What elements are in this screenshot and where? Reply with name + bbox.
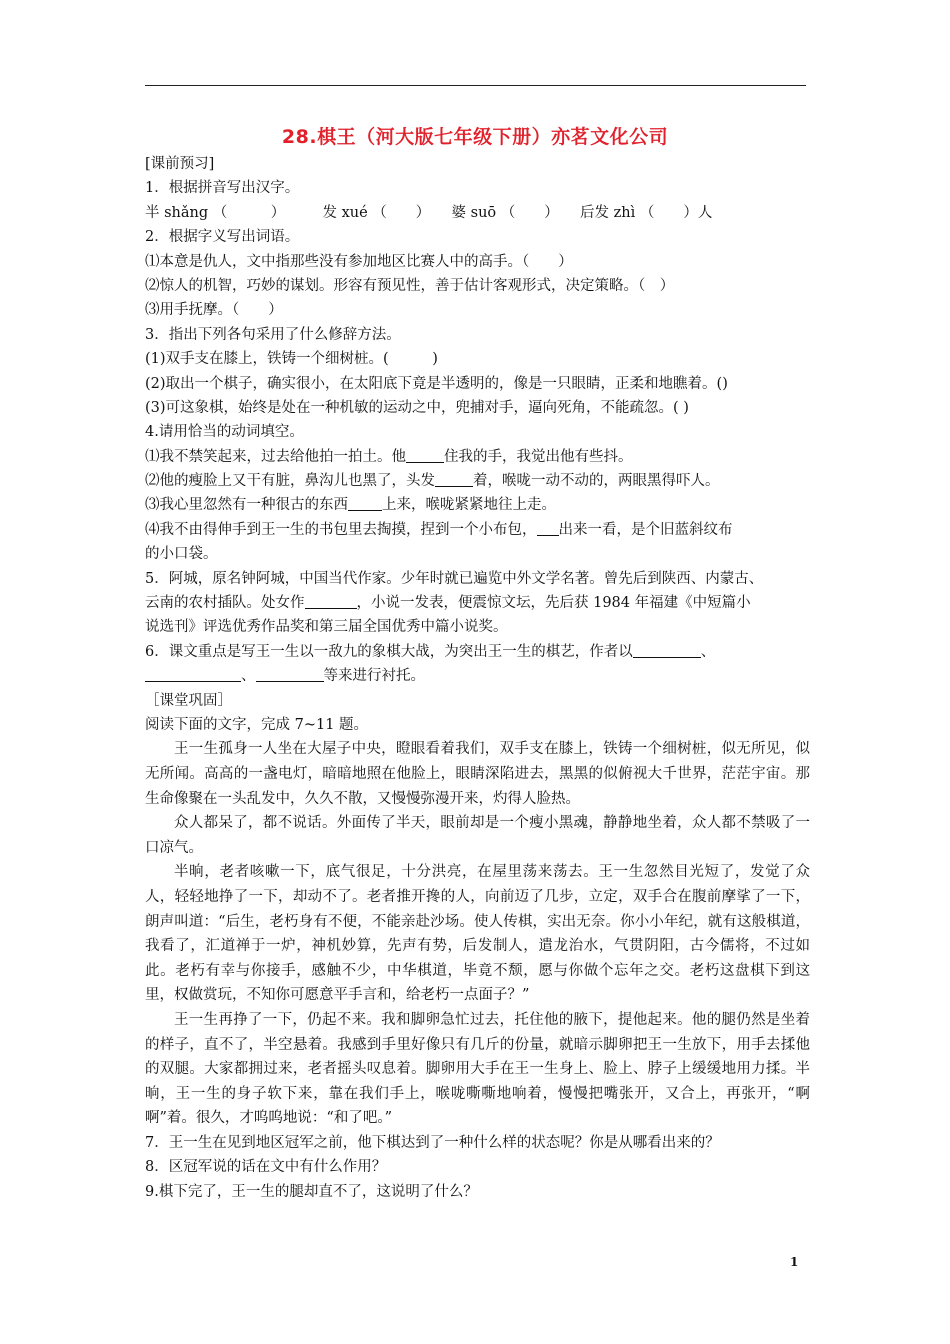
q2-item: ⑵惊人的机智，巧妙的谋划。形容有预见性，善于估计客观形式，决定策略。（ ） <box>145 277 675 294</box>
header-rule <box>145 85 806 86</box>
q5-line-2 <box>145 591 810 615</box>
q9: 9.棋下完了，王一生的腿却直不了，这说明了什么？ <box>145 1183 478 1200</box>
page-title: 28.棋王（河大版七年级下册）亦茗文化公司 <box>281 126 669 148</box>
page-number: 1 <box>790 1255 799 1269</box>
fill-blank[interactable] <box>633 642 701 658</box>
fill-blank[interactable] <box>537 520 559 536</box>
q8: 8．区冠军说的话在文中有什么作用？ <box>145 1159 387 1176</box>
q4-item-2 <box>145 469 810 493</box>
fill-blank[interactable] <box>305 593 357 609</box>
q4-item-4-cont: 的小口袋。 <box>145 546 218 563</box>
passage-paragraph: 王一生再挣了一下，仍起不来。我和脚卵急忙过去，托住他的腋下，提他起来。他的腿仍然是坐着的样子，直不了，半空悬着。我感到手里好像只有几斤的份量，就暗示脚卵把王一生放下，用手去揉他的双腿。大家都拥过来，老者摇头叹息着。脚卵用大手在王一生身上、脸上、脖子上缓缓地用力揉。半晌，王一生的身子软下来，靠在我们手上，喉咙嘶嘶地响着，慢慢把嘴张开，又合上，再张开，“啊啊”着。很久，才呜呜地说：“和了吧。” <box>145 1011 810 1127</box>
q4-text: 出来一看，是个旧蓝斜纹布 <box>558 521 733 538</box>
fill-blank[interactable] <box>406 447 444 463</box>
passage-paragraph: 众人都呆了，都不说话。外面传了半天，眼前却是一个瘦小黑魂，静静地坐着，众人都不禁吸了一口凉气。 <box>145 815 810 856</box>
q7: 7．王一生在见到地区冠军之前，他下棋达到了一种什么样的状态呢？你是从哪看出来的？ <box>145 1134 720 1151</box>
q4-text: 着，喉咙一动不动的，两眼黑得吓人。 <box>473 473 720 490</box>
q6-line-2 <box>145 664 810 688</box>
q6-text: 6．课文重点是写王一生以一敌九的象棋大战，为突出王一生的棋艺，作者以 <box>145 643 633 660</box>
q3-item: (1)双手支在膝上，铁铸一个细树桩。( ) <box>145 351 438 368</box>
q2-item: ⑶用手抚摩。（ ） <box>145 302 283 319</box>
q6-text: 、 <box>700 643 716 660</box>
fill-blank[interactable] <box>435 471 473 487</box>
q4-item-1 <box>145 445 810 469</box>
passage-paragraph: 王一生孤身一人坐在大屋子中央，瞪眼看着我们，双手支在膝上，铁铸一个细树桩，似无所见，似无所闻。高高的一盏电灯，暗暗地照在他脸上，眼睛深陷进去，黑黑的似俯视大千世界，茫茫宇宙。那生命像聚在一头乱发中，久久不散，又慢慢弥漫开来，灼得人脸热。 <box>145 741 810 807</box>
reading-intro: 阅读下面的文字，完成 7~11 题。 <box>145 716 369 733</box>
q4-text: ⑷我不由得伸手到王一生的书包里去掏摸，捏到一个小布包， <box>145 521 537 538</box>
q1-item: 婆 suō （ ） <box>451 204 559 221</box>
fill-blank[interactable] <box>145 666 241 682</box>
q5-line-3: 说选刊》评选优秀作品奖和第三届全国优秀中篇小说奖。 <box>145 619 508 636</box>
q1-item: 半 shǎng （ ） <box>145 204 286 221</box>
fill-blank[interactable] <box>348 495 382 511</box>
q4-item-4 <box>145 518 810 542</box>
q1-stem: 1．根据拼音写出汉字。 <box>145 180 300 197</box>
q4-text: ⑵他的瘦脸上又干有脏，鼻沟儿也黑了，头发 <box>145 473 435 490</box>
section-class-heading: ［课堂巩固］ <box>145 692 232 709</box>
q6-text: 等来进行衬托。 <box>323 668 425 685</box>
q1-items <box>145 201 810 225</box>
section-preview-heading: [课前预习] <box>145 156 215 172</box>
q4-item-3 <box>145 493 810 517</box>
q4-stem: 4.请用恰当的动词填空。 <box>145 424 304 441</box>
q4-text: 上来，喉咙紧紧地往上走。 <box>382 497 556 514</box>
q5-text: ，小说一发表，便震惊文坛，先后获 1984 年福建《中短篇小 <box>356 595 751 612</box>
q6-text: 、 <box>241 668 256 685</box>
q4-text: ⑴我不禁笑起来，过去给他拍一拍土。他 <box>145 448 406 465</box>
q6-line-1 <box>145 640 810 664</box>
q5-text: 云南的农村插队。处女作 <box>145 595 305 612</box>
q2-item: ⑴本意是仇人，文中指那些没有参加地区比赛人中的高手。（ ） <box>145 253 573 270</box>
q3-stem: 3．指出下列各句采用了什么修辞方法。 <box>145 326 401 343</box>
q4-text: 住我的手，我觉出他有些抖。 <box>444 448 633 465</box>
passage-paragraph: 半晌，老者咳嗽一下，底气很足，十分洪亮，在屋里荡来荡去。王一生忽然目光短了，发觉了众人，轻轻地挣了一下，却动不了。老者推开搀的人，向前迈了几步，立定，双手合在腹前摩挲了一下，朗声叫道：“后生，老朽身有不便，不能亲赴沙场。使人传棋，实出无奈。你小小年纪，就有这般棋道，我看了，汇道禅于一炉，神机妙算，先声有势，后发制人，遣龙治水，气贯阴阳，古今儒将，不过如此。老朽有幸与你接手，感触不少，中华棋道，毕竟不颓，愿与你做个忘年之交。老朽这盘棋下到这里，权做赏玩，不知你可愿意平手言和，给老朽一点面子？” <box>145 864 810 1004</box>
q3-item: (3)可这象棋，始终是处在一种机敏的运动之中，兜捕对手，逼向死角，不能疏忽。( ) <box>145 399 689 416</box>
worksheet-body <box>145 152 810 1204</box>
q4-text: ⑶我心里忽然有一种很古的东西 <box>145 497 348 514</box>
q5-line-1: 5．阿城，原名钟阿城，中国当代作家。少年时就已遍览中外文学名著。曾先后到陕西、内蒙古、 <box>145 570 764 587</box>
q1-item: 发 xué （ ） <box>322 204 431 221</box>
q3-item: (2)取出一个棋子，确实很小，在太阳底下竟是半透明的，像是一只眼睛，正柔和地瞧着。() <box>145 375 728 392</box>
q1-item: 后发 zhì （ ）人 <box>579 204 713 221</box>
q2-stem: 2．根据字义写出词语。 <box>145 229 300 246</box>
fill-blank[interactable] <box>256 666 324 682</box>
